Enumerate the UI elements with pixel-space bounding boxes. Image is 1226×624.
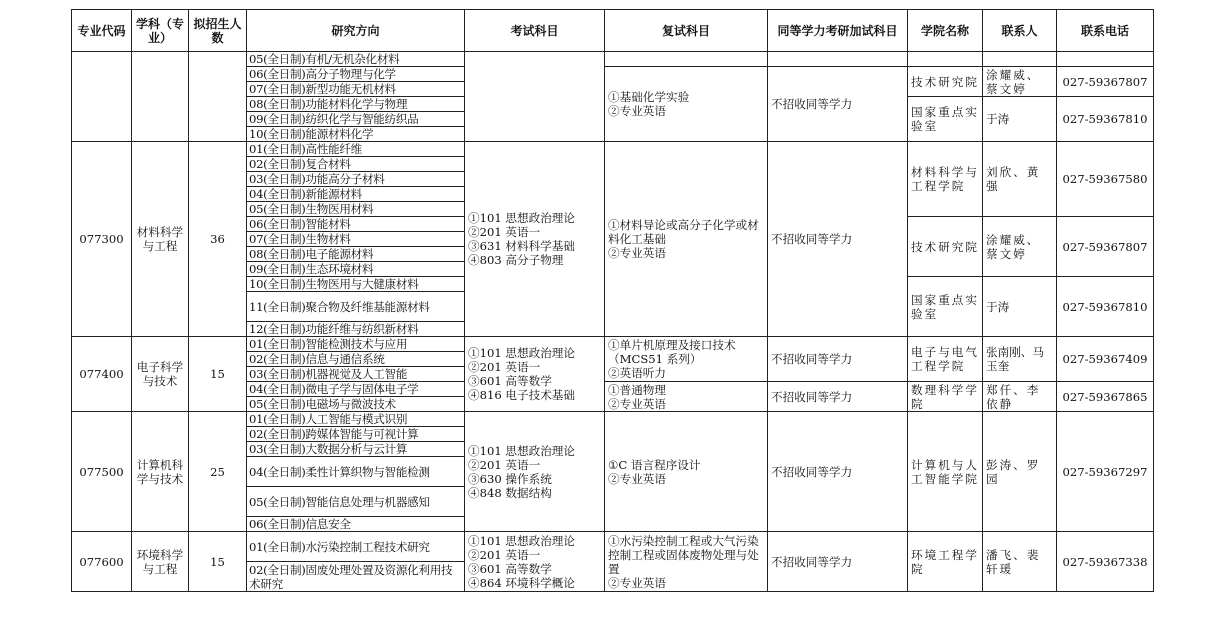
exam-cell: ①101 思想政治理论 ②201 英语一 ③630 操作系统 ④848 数据结构 (465, 412, 605, 532)
direction-item: 03(全日制)功能高分子材料 (247, 172, 465, 187)
phone-cell: 027-59367807 (1057, 217, 1154, 277)
direction-item: 10(全日制)生物医用与大健康材料 (247, 277, 465, 292)
direction-item: 01(全日制)智能检测技术与应用 (247, 337, 465, 352)
college-cell (908, 52, 983, 67)
college-cell: 国家重点实验室 (908, 97, 983, 142)
exam-cell: ①101 思想政治理论 ②201 英语一 ③601 高等数学 ④864 环境科学概论 (465, 532, 605, 592)
contact-cell: 于涛 (983, 277, 1057, 337)
contact-cell: 刘欣、黄强 (983, 142, 1057, 217)
direction-item: 04(全日制)微电子学与固体电子学 (247, 382, 465, 397)
subject-cell (132, 52, 189, 142)
phone-cell: 027-59367297 (1057, 412, 1154, 532)
direction-item: 05(全日制)生物医用材料 (247, 202, 465, 217)
college-cell: 国家重点实验室 (908, 277, 983, 337)
header-row (72, 10, 1154, 52)
direction-item: 07(全日制)生物材料 (247, 232, 465, 247)
direction-item: 05(全日制)电磁场与微波技术 (247, 397, 465, 412)
direction-item: 12(全日制)功能纤维与纺织新材料 (247, 322, 465, 337)
college-cell: 计算机与人工智能学院 (908, 412, 983, 532)
phone-cell: 027-59367580 (1057, 142, 1154, 217)
direction-item: 02(全日制)信息与通信系统 (247, 352, 465, 367)
header-retest: 复试科目 (605, 10, 768, 52)
header-college: 学院名称 (908, 10, 983, 52)
code-cell (72, 52, 132, 142)
exam-cell (465, 52, 605, 142)
table-row (72, 142, 1154, 157)
subject-cell: 电子科学与技术 (132, 337, 189, 412)
contact-cell: 涂耀威、蔡文婷 (983, 67, 1057, 97)
equivalent-cell: 不招收同等学力 (768, 412, 908, 532)
retest-cell: ①单片机原理及接口技术（MCS51 系列） ②英语听力 (605, 337, 768, 382)
quota-cell (189, 52, 247, 142)
direction-item: 05(全日制)智能信息处理与机器感知 (247, 487, 465, 517)
equivalent-cell: 不招收同等学力 (768, 67, 908, 142)
direction-item: 06(全日制)信息安全 (247, 517, 465, 532)
direction-item: 04(全日制)新能源材料 (247, 187, 465, 202)
direction-item: 11(全日制)聚合物及纤维基能源材料 (247, 292, 465, 322)
phone-cell: 027-59367807 (1057, 67, 1154, 97)
direction-item: 01(全日制)人工智能与模式识别 (247, 412, 465, 427)
equivalent-cell: 不招收同等学力 (768, 142, 908, 337)
college-cell: 技术研究院 (908, 67, 983, 97)
equivalent-cell: 不招收同等学力 (768, 382, 908, 412)
header-code: 专业代码 (72, 10, 132, 52)
retest-cell: ①基础化学实验 ②专业英语 (605, 67, 768, 142)
table-row (72, 532, 1154, 562)
header-contact: 联系人 (983, 10, 1057, 52)
direction-item: 01(全日制)水污染控制工程技术研究 (247, 532, 465, 562)
phone-cell (1057, 52, 1154, 67)
table-row (72, 412, 1154, 427)
direction-item: 06(全日制)高分子物理与化学 (247, 67, 465, 82)
code-cell: 077600 (72, 532, 132, 592)
code-cell: 077500 (72, 412, 132, 532)
header-subject: 学科（专业） (132, 10, 189, 52)
code-cell: 077300 (72, 142, 132, 337)
direction-item: 09(全日制)生态环境材料 (247, 262, 465, 277)
phone-cell: 027-59367409 (1057, 337, 1154, 382)
quota-cell: 15 (189, 337, 247, 412)
contact-cell: 涂耀威、蔡文婷 (983, 217, 1057, 277)
header-quota: 拟招生人数 (189, 10, 247, 52)
direction-item: 06(全日制)智能材料 (247, 217, 465, 232)
direction-item: 04(全日制)柔性计算织物与智能检测 (247, 457, 465, 487)
header-equivalent: 同等学力考研加试科目 (768, 10, 908, 52)
direction-item: 05(全日制)有机/无机杂化材料 (247, 52, 465, 67)
retest-cell: ①材料导论或高分子化学或材料化工基础 ②专业英语 (605, 142, 768, 337)
exam-cell: ①101 思想政治理论 ②201 英语一 ③631 材料科学基础 ④803 高分子物理 (465, 142, 605, 337)
direction-item: 03(全日制)机器视觉及人工智能 (247, 367, 465, 382)
equivalent-cell: 不招收同等学力 (768, 532, 908, 592)
direction-item: 03(全日制)大数据分析与云计算 (247, 442, 465, 457)
header-exam: 考试科目 (465, 10, 605, 52)
college-cell: 环境工程学院 (908, 532, 983, 592)
header-direction: 研究方向 (247, 10, 465, 52)
subject-cell: 环境科学与工程 (132, 532, 189, 592)
direction-item: 08(全日制)电子能源材料 (247, 247, 465, 262)
direction-item: 02(全日制)跨媒体智能与可视计算 (247, 427, 465, 442)
table-row (72, 52, 1154, 67)
retest-cell (605, 52, 768, 67)
admission-table (71, 9, 1154, 592)
contact-cell: 潘飞、裴轩瑗 (983, 532, 1057, 592)
contact-cell: 彭涛、罗园 (983, 412, 1057, 532)
direction-item: 09(全日制)纺织化学与智能纺织品 (247, 112, 465, 127)
retest-cell: ①普通物理 ②专业英语 (605, 382, 768, 412)
header-phone: 联系电话 (1057, 10, 1154, 52)
phone-cell: 027-59367810 (1057, 97, 1154, 142)
phone-cell: 027-59367865 (1057, 382, 1154, 412)
direction-item: 02(全日制)固废处理处置及资源化利用技术研究 (247, 562, 465, 592)
contact-cell: 于涛 (983, 97, 1057, 142)
retest-cell: ①水污染控制工程或大气污染控制工程或固体废物处理与处置 ②专业英语 (605, 532, 768, 592)
college-cell: 数理科学学院 (908, 382, 983, 412)
direction-item: 08(全日制)功能材料化学与物理 (247, 97, 465, 112)
direction-item: 01(全日制)高性能纤维 (247, 142, 465, 157)
subject-cell: 计算机科学与技术 (132, 412, 189, 532)
quota-cell: 25 (189, 412, 247, 532)
phone-cell: 027-59367810 (1057, 277, 1154, 337)
table-row (72, 337, 1154, 352)
college-cell: 技术研究院 (908, 217, 983, 277)
code-cell: 077400 (72, 337, 132, 412)
college-cell: 电子与电气工程学院 (908, 337, 983, 382)
exam-cell: ①101 思想政治理论 ②201 英语一 ③601 高等数学 ④816 电子技术基础 (465, 337, 605, 412)
direction-item: 10(全日制)能源材料化学 (247, 127, 465, 142)
contact-cell: 郑仟、李依静 (983, 382, 1057, 412)
direction-item: 02(全日制)复合材料 (247, 157, 465, 172)
direction-item: 07(全日制)新型功能无机材料 (247, 82, 465, 97)
equivalent-cell (768, 52, 908, 67)
quota-cell: 15 (189, 532, 247, 592)
contact-cell: 张南刚、马玉奎 (983, 337, 1057, 382)
phone-cell: 027-59367338 (1057, 532, 1154, 592)
equivalent-cell: 不招收同等学力 (768, 337, 908, 382)
retest-cell: ①C 语言程序设计 ②专业英语 (605, 412, 768, 532)
college-cell: 材料科学与工程学院 (908, 142, 983, 217)
page (71, 9, 1154, 592)
contact-cell (983, 52, 1057, 67)
quota-cell: 36 (189, 142, 247, 337)
subject-cell: 材料科学与工程 (132, 142, 189, 337)
